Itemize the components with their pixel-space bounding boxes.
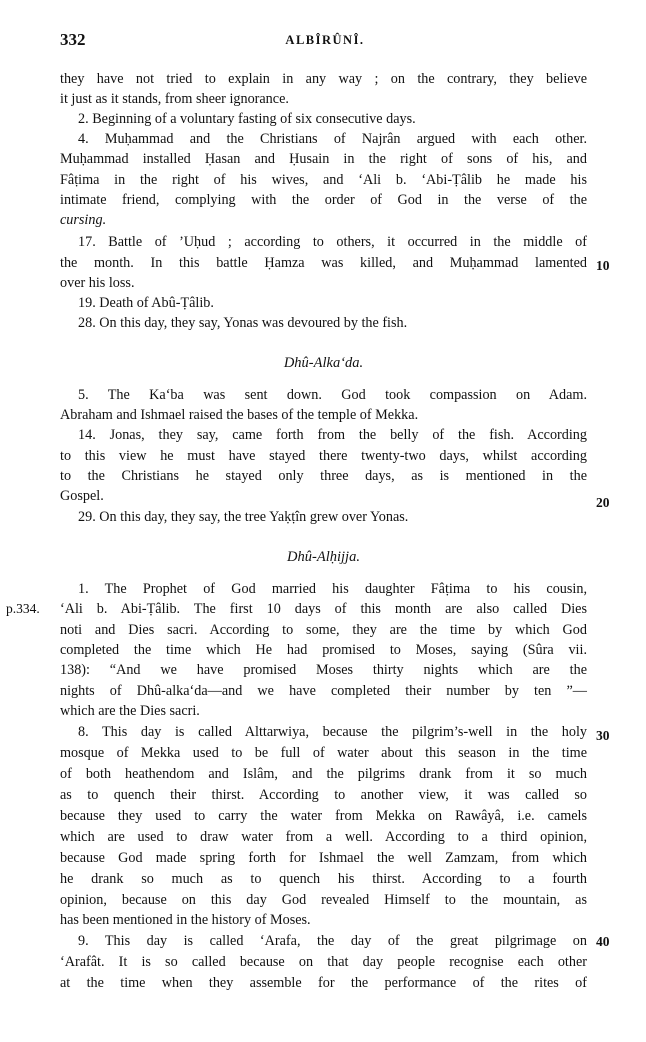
- text-line: cursing.: [60, 212, 107, 228]
- text-line: which are the Dies sacri.: [60, 703, 200, 719]
- text-line: completed the time which He had promised to Moses, saying (Sûra vii.: [60, 642, 587, 658]
- text-line: to the Christians he stayed only three days, as is mentioned in the: [60, 468, 587, 484]
- text-line: 8. This day is called Alttarwiya, because the pilgrim’s-well in the holy: [78, 724, 587, 740]
- text-line: Abraham and Ishmael raised the bases of the temple of Mekka.: [60, 407, 419, 423]
- text-line: 28. On this day, they say, Yonas was devoured by the fish.: [78, 315, 408, 331]
- text-line: Fâṭima in the right of his wives, and ‘Ali b. ‘Abi-Ṭâlib he made his: [60, 172, 587, 188]
- text-line: to this view he must have stayed there twenty-two days, whilst according: [60, 448, 587, 464]
- text-line: has been mentioned in the history of Moses.: [60, 912, 311, 928]
- text-line: opinion, because on this day God revealed Himself to the mountain, as: [60, 892, 587, 908]
- text-line: 2. Beginning of a voluntary fasting of six consecutive days.: [78, 111, 416, 127]
- margin-line-number-40: 40: [596, 934, 610, 949]
- text-line: because they used to carry the water from Mekka on Rawâyâ, i.e. camels: [60, 808, 587, 824]
- text-line: intimate friend, complying with the order of God in the verse of the: [60, 192, 587, 208]
- margin-line-number-30: 30: [596, 728, 610, 743]
- text-line: over his loss.: [60, 275, 135, 291]
- text-line: ‘Ali b. Abi-Ṭâlib. The first 10 days of this month are also called Dies: [60, 601, 587, 617]
- text-line: 29. On this day, they say, the tree Yaḳṭîn grew over Yonas.: [78, 509, 409, 525]
- margin-page-reference: p.334.: [6, 601, 40, 616]
- text-line: Muḥammad installed Ḥasan and Ḥusain in the right of sons of his, and: [60, 151, 587, 167]
- text-line: mosque of Mekka used to be full of water about this season in the time: [60, 745, 587, 761]
- text-line: 1. The Prophet of God married his daughter Fâṭima to his cousin,: [78, 581, 587, 597]
- text-line: 5. The Ka‘ba was sent down. God took compassion on Adam.: [78, 387, 587, 403]
- text-line: nights of Dhû-alka‘da—and we have completed their number by ten ”—: [60, 683, 587, 699]
- page-number: 332: [60, 30, 86, 49]
- text-line: he drank so much as to quench his thirst. According to a fourth: [60, 871, 587, 887]
- running-title: ALBÎRÛNÎ.: [285, 33, 365, 47]
- text-line: ‘Arafât. It is so called because on that day people recognise each other: [60, 954, 587, 970]
- text-line: at the time when they assemble for the performance of the rites of: [60, 975, 587, 991]
- page-header: [60, 30, 590, 52]
- text-line: which are used to draw water from a well. According to a third opinion,: [60, 829, 587, 845]
- margin-line-number-20: 20: [596, 495, 610, 510]
- text-line: Gospel.: [60, 488, 104, 504]
- text-line: the month. In this battle Ḥamza was killed, and Muḥammad lamented: [60, 255, 587, 271]
- section-heading-dhu-alkada: Dhû-Alka‘da.: [283, 355, 364, 371]
- text-line: 4. Muḥammad and the Christians of Najrân argued with each other.: [78, 131, 587, 147]
- text-line: 19. Death of Abû-Ṭâlib.: [78, 295, 214, 311]
- text-line: of both heathendom and Islâm, and the pilgrims drank from it so much: [60, 766, 587, 782]
- text-line: they have not tried to explain in any way ; on the contrary, they believe: [60, 71, 587, 87]
- section-heading-dhu-alhijja: Dhû-Alḥijja.: [287, 549, 360, 565]
- text-line: because God made spring forth for Ishmael the well Zamzam, from which: [60, 850, 587, 866]
- text-line: 138): “And we have promised Moses thirty nights which are the: [60, 662, 587, 678]
- text-line: it just as it stands, from sheer ignorance.: [60, 91, 289, 107]
- text-line: 9. This day is called ‘Arafa, the day of the great pilgrimage on: [78, 933, 587, 949]
- text-line: 17. Battle of ’Uḥud ; according to others, it occurred in the middle of: [78, 234, 587, 250]
- text-line: as to quench their thirst. According to another view, it was called so: [60, 787, 587, 803]
- text-line: noti and Dies sacri. According to some, they are the time by which God: [60, 622, 587, 638]
- text-line: 14. Jonas, they say, came forth from the belly of the fish. According: [78, 427, 587, 443]
- margin-line-number-10: 10: [596, 258, 610, 273]
